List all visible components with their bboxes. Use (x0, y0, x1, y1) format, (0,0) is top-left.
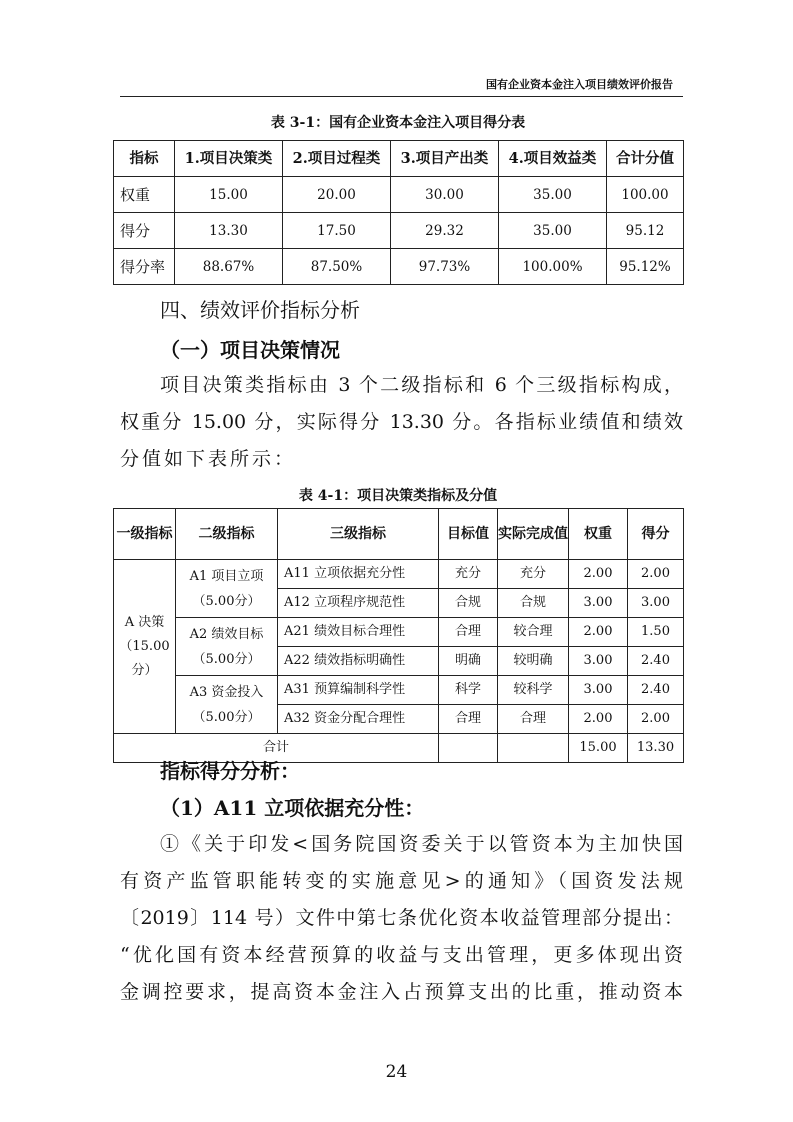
cell: 合理 (498, 705, 569, 734)
cell: 87.50% (283, 249, 391, 285)
table-row (114, 177, 684, 213)
cell: 充分 (439, 560, 498, 589)
subsection-title: （一）项目决策情况 (160, 338, 340, 362)
cell: A12 立项程序规范性 (278, 589, 439, 618)
cell: 2.00 (628, 705, 684, 734)
cell: 95.12 (607, 213, 684, 249)
cell: 88.67% (175, 249, 283, 285)
cell: 2.00 (628, 560, 684, 589)
paragraph-line: “优化国有资本经营预算的收益与支出管理，更多体现出资 (120, 944, 683, 966)
header-cell: 4.项目效益类 (499, 141, 607, 177)
paragraph-line: 〔2019〕114 号）文件中第七条优化资本收益管理部分提出： (120, 907, 683, 929)
table-row (114, 618, 684, 647)
cell: 较合理 (498, 618, 569, 647)
table-row (114, 213, 684, 249)
cell: A22 绩效指标明确性 (278, 647, 439, 676)
table-row (114, 676, 684, 705)
paragraph-line: 项目决策类指标由 3 个二级指标和 6 个三级指标构成， (160, 374, 683, 396)
table-header-row (114, 141, 684, 177)
score-summary-table (113, 140, 684, 285)
total-weight: 15.00 (569, 734, 628, 763)
header-cell: 2.项目过程类 (283, 141, 391, 177)
header-cell: 二级指标 (176, 509, 278, 560)
header-cell: 3.项目产出类 (391, 141, 499, 177)
header-cell: 三级指标 (278, 509, 439, 560)
cell (498, 734, 569, 763)
paragraph-line: ①《关于印发<国务院国资委关于以管资本为主加快国 (160, 833, 683, 855)
table1-caption: 表 3-1：国有企业资本金注入项目得分表 (270, 115, 526, 131)
analysis-title: 指标得分分析： (160, 759, 300, 783)
cell: 95.12% (607, 249, 684, 285)
level1-cell: A 决策（15.00分） (114, 560, 176, 734)
page-number: 24 (385, 1062, 408, 1082)
table-row (114, 249, 684, 285)
cell: 合理 (439, 705, 498, 734)
cell: 充分 (498, 560, 569, 589)
running-header: 国有企业资本金注入项目绩效评价报告 (486, 78, 673, 91)
paragraph-line: 分值如下表所示： (120, 448, 297, 470)
cell: 3.00 (569, 647, 628, 676)
header-rule (120, 96, 683, 97)
cell: 得分率 (114, 249, 175, 285)
cell: 35.00 (499, 213, 607, 249)
cell: 35.00 (499, 177, 607, 213)
cell: 2.00 (569, 560, 628, 589)
level2-cell: A1 项目立项（5.00分） (176, 560, 278, 618)
paragraph-line: 有资产监管职能转变的实施意见>的通知》（国资发法规 (120, 870, 683, 892)
cell: 100.00% (499, 249, 607, 285)
header-cell: 合计分值 (607, 141, 684, 177)
level2-cell: A3 资金投入（5.00分） (176, 676, 278, 734)
cell: A32 资金分配合理性 (278, 705, 439, 734)
cell: 得分 (114, 213, 175, 249)
cell: A11 立项依据充分性 (278, 560, 439, 589)
item-title: （1）A11 立项依据充分性： (160, 796, 425, 820)
cell (439, 734, 498, 763)
cell: 15.00 (175, 177, 283, 213)
cell: 较科学 (498, 676, 569, 705)
cell: 20.00 (283, 177, 391, 213)
paragraph-line: 权重分 15.00 分，实际得分 13.30 分。各指标业绩值和绩效 (120, 411, 683, 433)
decision-indicator-table (113, 508, 684, 763)
table-row (114, 560, 684, 589)
cell: 科学 (439, 676, 498, 705)
cell: 2.00 (569, 618, 628, 647)
header-cell: 1.项目决策类 (175, 141, 283, 177)
table2-caption: 表 4-1：项目决策类指标及分值 (298, 488, 498, 504)
cell: 1.50 (628, 618, 684, 647)
cell: 3.00 (569, 676, 628, 705)
cell: 合规 (498, 589, 569, 618)
total-score: 13.30 (628, 734, 684, 763)
cell: 合理 (439, 618, 498, 647)
total-label: 合计 (114, 734, 439, 763)
cell: 2.00 (569, 705, 628, 734)
table-header-row (114, 509, 684, 560)
cell: 30.00 (391, 177, 499, 213)
section-title: 四、绩效评价指标分析 (160, 298, 360, 322)
header-cell: 得分 (628, 509, 684, 560)
header-cell: 指标 (114, 141, 175, 177)
cell: 较明确 (498, 647, 569, 676)
cell: 合规 (439, 589, 498, 618)
header-cell: 权重 (569, 509, 628, 560)
cell: 100.00 (607, 177, 684, 213)
cell: 17.50 (283, 213, 391, 249)
cell: 权重 (114, 177, 175, 213)
cell: A31 预算编制科学性 (278, 676, 439, 705)
cell: 明确 (439, 647, 498, 676)
cell: 3.00 (569, 589, 628, 618)
cell: 97.73% (391, 249, 499, 285)
cell: 29.32 (391, 213, 499, 249)
header-cell: 目标值 (439, 509, 498, 560)
cell: 2.40 (628, 676, 684, 705)
cell: A21 绩效目标合理性 (278, 618, 439, 647)
level2-cell: A2 绩效目标（5.00分） (176, 618, 278, 676)
cell: 13.30 (175, 213, 283, 249)
cell: 3.00 (628, 589, 684, 618)
header-cell: 一级指标 (114, 509, 176, 560)
cell: 2.40 (628, 647, 684, 676)
header-cell: 实际完成值 (498, 509, 569, 560)
paragraph-line: 金调控要求，提高资本金注入占预算支出的比重，推动资本 (120, 981, 683, 1003)
